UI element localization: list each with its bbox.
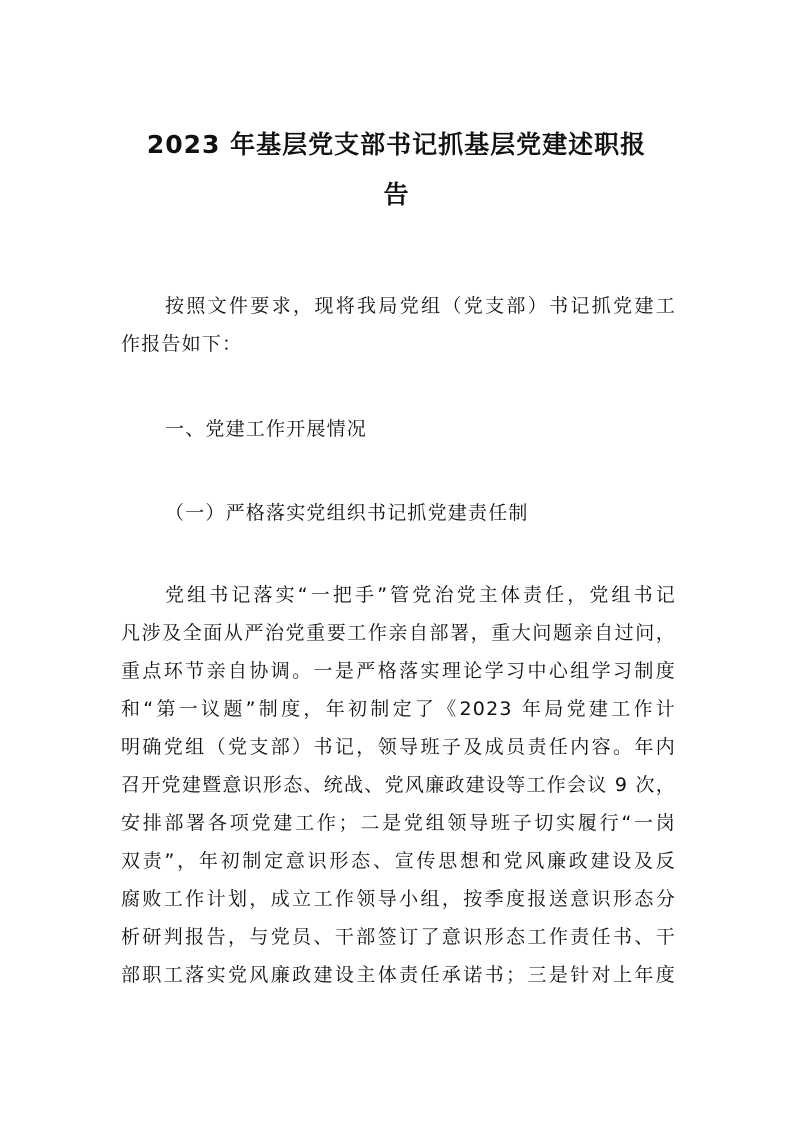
paragraph-line: 部职工落实党风廉政建设主体责任承诺书；三是针对上年度: [121, 964, 676, 986]
intro-paragraph: [121, 287, 676, 363]
paragraph-line: 重点环节亲自协调。一是严格落实理论学习中心组学习制度: [121, 660, 676, 682]
paragraph-line: 析研判报告，与党员、干部签订了意识形态工作责任书、干: [121, 926, 676, 948]
heading-text: 一、党建工作开展情况: [165, 418, 368, 440]
paragraph-line: 作报告如下：: [121, 333, 243, 355]
paragraph-line: 按照文件要求，现将我局党组（党支部）书记抓党建工: [165, 295, 676, 317]
heading-text: （一）严格落实党组织书记抓党建责任制: [165, 502, 529, 524]
paragraph-line: 和“第一议题”制度，年初制定了《2023 年局党建工作计: [121, 698, 676, 720]
paragraph-line: 明确党组（党支部）书记，领导班子及成员责任内容。年内: [121, 736, 676, 758]
section-heading: [121, 410, 676, 448]
paragraph-line: 腐败工作计划，成立工作领导小组，按季度报送意识形态分: [121, 888, 676, 910]
subsection-heading: [121, 494, 676, 532]
paragraph-line: 召开党建暨意识形态、统战、党风廉政建设等工作会议 9 次，: [121, 774, 676, 796]
document-title-line-2: 告: [383, 180, 410, 209]
paragraph-line: 安排部署各项党建工作；二是党组领导班子切实履行“一岗: [121, 812, 676, 834]
paragraph-line: 双责”，年初制定意识形态、宣传思想和党风廉政建设及反: [121, 850, 676, 872]
body-paragraph: [121, 576, 676, 994]
document-title-line-1: 2023 年基层党支部书记抓基层党建述职报: [146, 130, 647, 159]
paragraph-line: 党组书记落实“一把手”管党治党主体责任，党组书记: [165, 584, 676, 606]
paragraph-line: 凡涉及全面从严治党重要工作亲自部署，重大问题亲自过问，: [121, 622, 676, 644]
